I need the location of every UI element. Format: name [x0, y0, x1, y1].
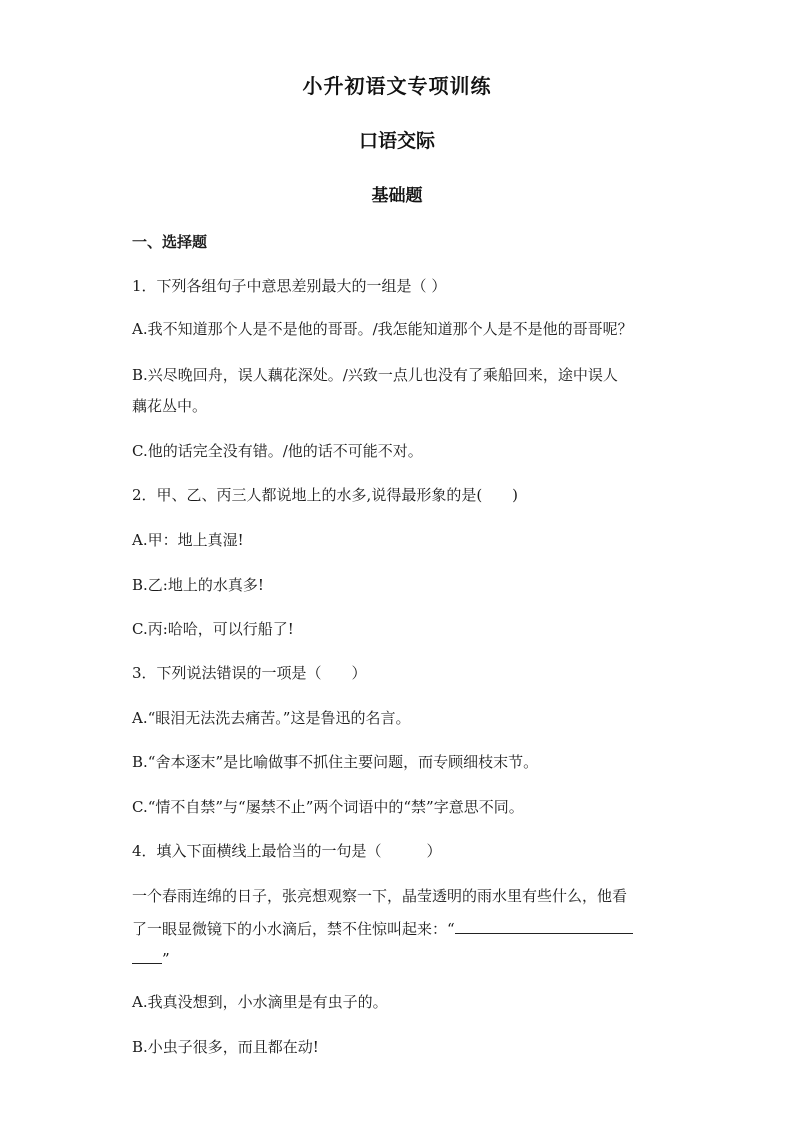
question-3-option-a: A.“眼泪无法洗去痛苦。”这是鲁迅的名言。	[132, 709, 411, 727]
question-1-stem: 1．下列各组句子中意思差别最大的一组是（ ）	[132, 277, 447, 295]
answer-blank-cont	[132, 947, 162, 964]
question-4-passage-line-1: 一个春雨连绵的日子，张亮想观察一下，晶莹透明的雨水里有些什么，他看	[132, 887, 628, 905]
closing-quote: ”	[162, 950, 170, 968]
question-2-stem: 2．甲、乙、丙三人都说地上的水多,说得最形象的是( )	[132, 486, 519, 504]
question-4-option-a: A.我真没想到，小水滴里是有虫子的。	[132, 993, 388, 1011]
question-1-option-c: C.他的话完全没有错。/他的话不可能不对。	[132, 442, 423, 460]
question-4-passage-line-3	[132, 947, 672, 970]
question-4-option-b: B.小虫子很多，而且都在动!	[132, 1038, 319, 1056]
section-heading: 一、选择题	[132, 233, 208, 251]
question-3-option-c: C.“情不自禁”与“屡禁不止”两个词语中的“禁”字意思不同。	[132, 798, 524, 816]
document-subtitle: 口语交际	[358, 130, 435, 152]
answer-blank	[455, 917, 633, 934]
document-title: 小升初语文专项训练	[302, 74, 492, 98]
difficulty-heading: 基础题	[371, 186, 423, 206]
question-2-option-b: B.乙:地上的水真多!	[132, 576, 264, 594]
question-4-passage-text: 了一眼显微镜下的小水滴后，禁不住惊叫起来：“	[132, 920, 455, 938]
question-1-option-b-cont: 藕花丛中。	[132, 397, 208, 415]
question-2-option-c: C.丙:哈哈，可以行船了!	[132, 620, 294, 638]
question-1-option-b: B.兴尽晚回舟，误人藕花深处。/兴致一点儿也没有了乘船回来，途中误人	[132, 366, 618, 384]
question-3-stem: 3．下列说法错误的一项是（ ）	[132, 664, 367, 682]
question-1-option-a: A.我不知道那个人是不是他的哥哥。/我怎能知道那个人是不是他的哥哥呢？	[132, 320, 633, 338]
question-3-option-b: B.“舍本逐末”是比喻做事不抓住主要问题，而专顾细枝末节。	[132, 753, 539, 771]
question-4-stem: 4．填入下面横线上最恰当的一句是（ ）	[132, 842, 442, 860]
question-2-option-a: A.甲：地上真湿!	[132, 531, 244, 549]
question-4-passage-line-2	[132, 917, 672, 940]
